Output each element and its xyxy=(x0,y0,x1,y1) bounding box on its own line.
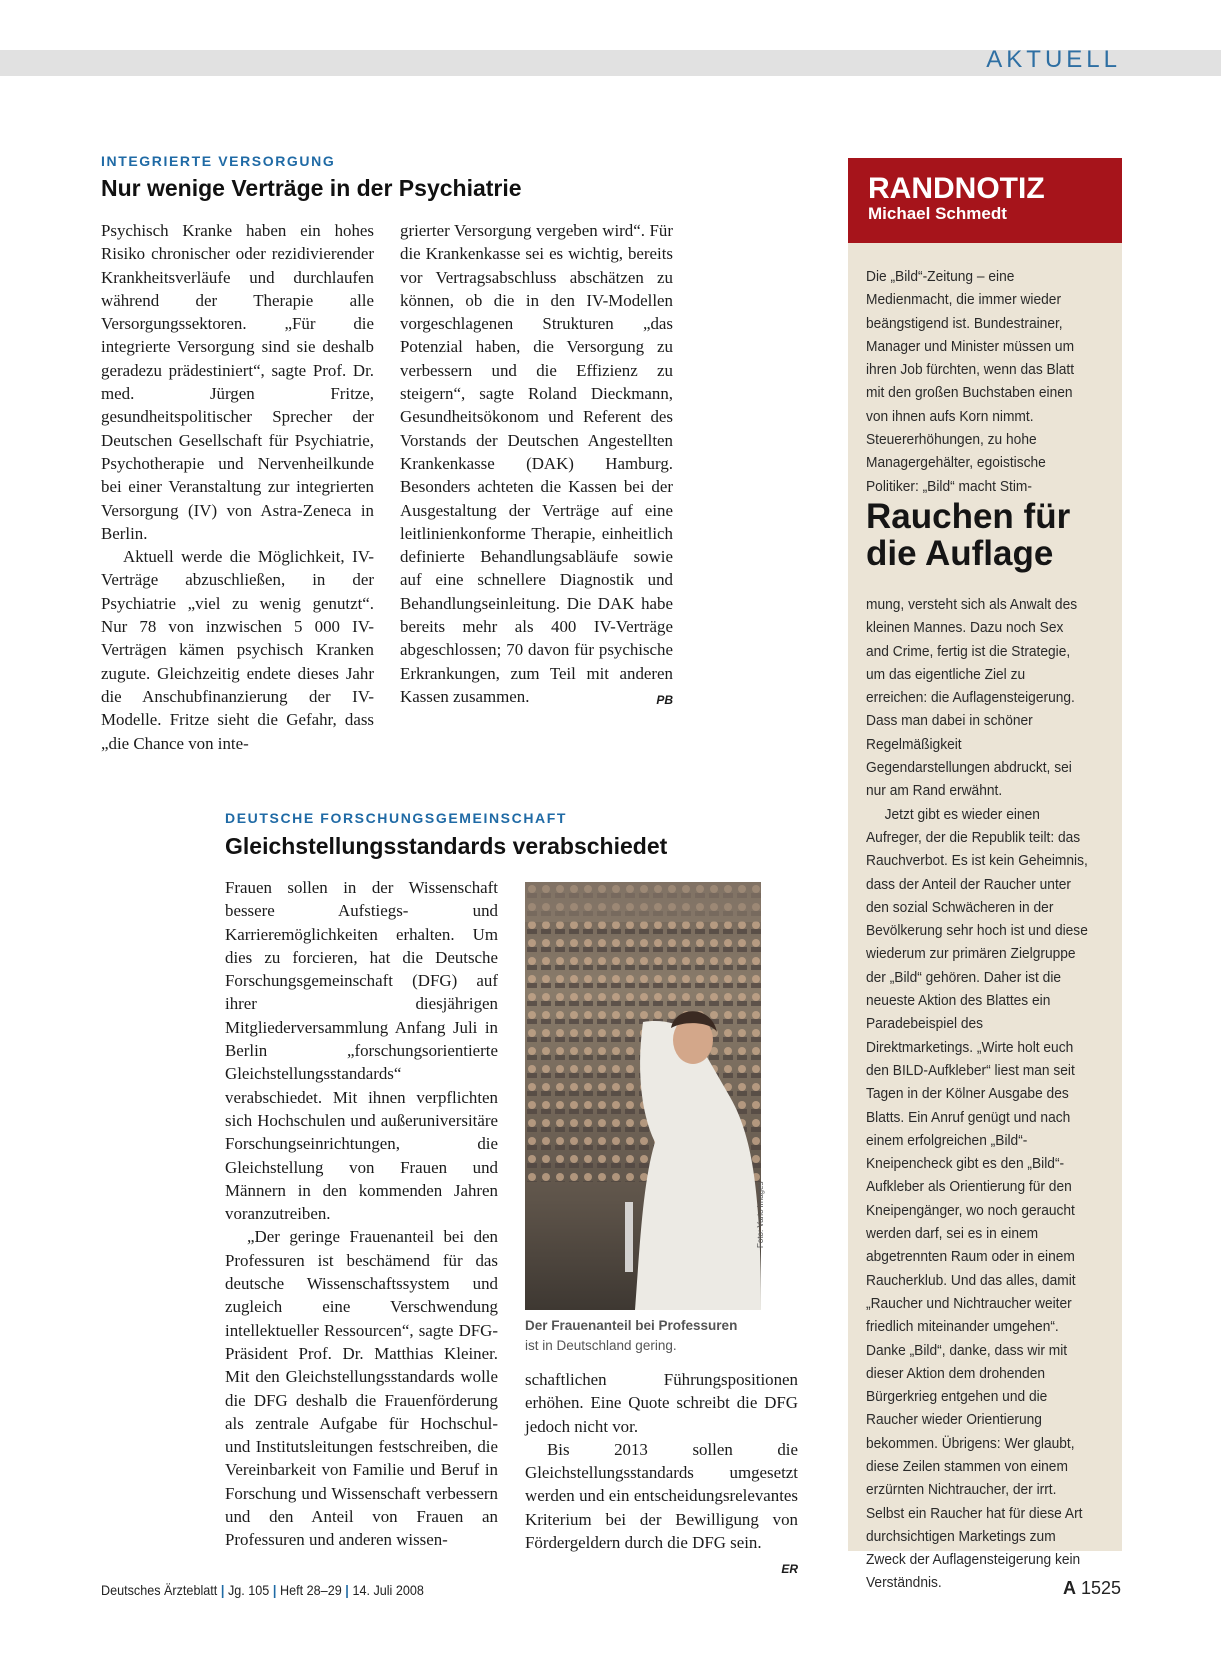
sidebar-body xyxy=(866,594,1089,1596)
article2-signature: ER xyxy=(781,1562,798,1577)
article1-paragraph xyxy=(400,219,673,708)
lecture-hall-photo xyxy=(525,882,761,1310)
article2-paragraph: schaftlichen Führungspositionen erhöhen. Eine Quote schreibt die DFG jedoch nicht vor. xyxy=(525,1370,798,1436)
article2-kicker: DEUTSCHE FORSCHUNGSGEMEINSCHAFT xyxy=(225,810,568,826)
section-label: AKTUELL xyxy=(986,46,1121,73)
page-number xyxy=(1063,1578,1121,1599)
article1-column-2 xyxy=(400,219,673,712)
article1-headline: Nur wenige Verträge in der Psychiatrie xyxy=(101,175,522,201)
article2-paragraph xyxy=(525,1438,798,1577)
article1-signature: PB xyxy=(656,692,673,707)
article1-paragraph-text: grierter Versorgung vergeben wird“. Für die Krankenkasse sei es wichtig, bereits vor Vertragsabschluss abschätzen zu können, ob die in den IV-Modellen vorgeschlagenen Strukturen „das Potenzial haben, die Versorgung zu verbessern und die Effizienz zu steigern“, sagte Roland Dieckmann, Gesundheitsökonom und Referent des Vorstands der Deutschen Angestellten Krankenkasse (DAK) Hamburg. Besonders achteten die Kassen bei der Ausgestaltung der Verträge auf eine leitlinienkonforme Therapie, einheitlich definierte Behandlungsabläufe sowie auf eine schnellere Diagnostik und Behandlungseinleitung. Die DAK habe bereits mehr als 400 IV-Verträge abgeschlossen; 70 davon für psychische Erkrankungen, zum Teil mit anderen Kassen zusammen. xyxy=(400,221,673,706)
footer-journal: Deutsches Ärzteblatt xyxy=(101,1582,218,1598)
article2-paragraph: Frauen sollen in der Wissenschaft bessere Aufstiegs- und Karrieremöglichkeiten erhalten. Um dies zu forcieren, hat die Deutsche Forschungsgemeinschaft (DFG) auf ihrer diesjährigen Mitgliederversammlung Anfang Juli in Berlin „forschungsorientierte Gleichstellungsstandards“ verabschiedet. Mit ihnen verpflichten sich Hochschulen und außeruniversitäre Forschungseinrichtungen, die Gleichstellung von Frauen und Männern in den kommenden Jahren voranzutreiben. xyxy=(225,878,498,1224)
article2-column-2 xyxy=(525,1368,798,1582)
photo-caption xyxy=(525,1316,765,1356)
footer-citation xyxy=(101,1582,424,1598)
lecture-hall-illustration xyxy=(525,882,761,1310)
footer-separator: | xyxy=(220,1582,225,1598)
footer-date: 14. Juli 2008 xyxy=(352,1582,424,1598)
article2-column-1 xyxy=(225,876,498,1552)
sidebar-author: Michael Schmedt xyxy=(868,204,1007,223)
sidebar-intro-text: Die „Bild“-Zeitung – eine Medienmacht, die immer wieder beängstigend ist. Bundestrainer, Manager und Minister müssen um ihren Job fürchten, wenn das Blatt mit den großen Buchstaben einen von ihnen aufs Korn nimmt. Steuererhöhungen, zu hohe Managergehälter, egoistische Politiker: „Bild“ macht Stim- xyxy=(866,269,1075,495)
sidebar-headline: Rauchen für die Auflage xyxy=(866,497,1071,573)
sidebar-title: RANDNOTIZ xyxy=(868,172,1045,205)
caption-text: ist in Deutschland gering. xyxy=(525,1338,677,1353)
article1-paragraph: Aktuell werde die Möglichkeit, IV-Verträge abzuschließen, in der Psychiatrie „viel zu wenig genutzt“. Nur 78 von inzwischen 5 000 IV-Verträgen kämen psychisch Kranken zugute. Gleichzeitig endete dieses Jahr die Anschubfinanzierung der IV-Modelle. Fritze sieht die Gefahr, dass „die Chance von inte- xyxy=(101,547,374,753)
footer-separator: | xyxy=(345,1582,349,1598)
sidebar-header xyxy=(848,158,1122,243)
article1-kicker: INTEGRIERTE VERSORGUNG xyxy=(101,153,336,169)
photo-credit: Foto: Vario images xyxy=(756,1181,765,1248)
article1-column-1 xyxy=(101,219,374,755)
caption-bold: Der Frauenanteil bei Professuren xyxy=(525,1318,738,1333)
page-number-value: 1525 xyxy=(1080,1578,1121,1598)
article2-paragraph: „Der geringe Frauenanteil bei den Professuren ist beschämend für das deutsche Wissenschaftssystem und zugleich eine Verschwendung intellektueller Ressourcen“, sagte DFG-Präsident Prof. Dr. Matthias Kleiner. Mit den Gleichstellungsstandards wolle die DFG deshalb die Frauenförderung als zentrale Aufgabe für Hochschul- und Institutsleitungen festschreiben, die Vereinbarkeit von Familie und Beruf in Forschung und Wissenschaft verbessern und den Anteil von Frauen an Professuren und anderen wissen- xyxy=(225,1227,498,1550)
article2-headline: Gleichstellungsstandards verabschiedet xyxy=(225,833,668,859)
article1-paragraph: Psychisch Kranke haben ein hohes Risiko chronischer oder rezidivierender Krankheitsverläufe und durchlaufen während der Therapie alle Versorgungssektoren. „Für die integrierte Versorgung sind sie deshalb geradezu prädestiniert“, sagte Prof. Dr. med. Jürgen Fritze, gesundheitspolitischer Sprecher der Deutschen Gesellschaft für Psychiatrie, Psychotherapie und Nervenheilkunde bei einer Veranstaltung zur integrierten Versorgung (IV) von Astra-Zeneca in Berlin. xyxy=(101,221,374,543)
article2-paragraph-text: Bis 2013 sollen die Gleichstellungsstandards umgesetzt werden und ein entscheidungsrelevantes Kriterium bei der Bewilligung von Fördergeldern durch die DFG sein. xyxy=(525,1439,798,1553)
footer-separator: | xyxy=(272,1582,277,1598)
sidebar-intro xyxy=(866,266,1089,499)
sidebar-paragraph: mung, versteht sich als Anwalt des kleinen Mannes. Dazu noch Sex and Crime, fertig ist die Strategie, um das eigentliche Ziel zu erreichen: die Auflagensteigerung. Dass man dabei in schöner Regelmäßigkeit Gegendarstellungen abdruckt, sei nur am Rand erwähnt. xyxy=(866,597,1078,800)
footer-volume: Jg. 105 xyxy=(227,1582,270,1598)
sidebar-paragraph: Jetzt gibt es wieder einen Aufreger, der die Republik teilt: das Rauchverbot. Es ist kein Geheimnis, dass der Anteil der Raucher unter den sozial Schwächeren in der Bevölkerung sehr hoch ist und diese wiederum zur primären Zielgruppe der „Bild“ gehören. Daher ist die neueste Aktion des Blattes ein Paradebeispiel des Direktmarketings. „Wirte holt euch den BILD-Aufkleber“ liest man seit Tagen in der Kölner Ausgabe des Blatts. Ein Anruf genügt und nach einem erfolgreichen „Bild“-Kneipencheck gibt es den „Bild“-Aufkleber als Orientierung für den Kneipengänger, wo noch geraucht werden darf, sei es in einem abgetrennten Raum oder in einem Raucherklub. Und das alles, damit „Raucher und Nichtraucher weiter friedlich miteinander umgehen“. Danke „Bild“, danke, dass wir mit dieser Aktion dem drohenden Bürgerkrieg entgehen und die Raucher wieder Orientierung bekommen. Übrigens: Wer glaubt, diese Zeilen stammen von einem erzürnten Nichtraucher, der irrt. Selbst ein Raucher hat für diese Art durchsichtigen Marketings zum Zweck der Auflagensteigerung kein Verständnis. xyxy=(866,806,1088,1592)
footer-issue: Heft 28–29 xyxy=(280,1582,342,1598)
page-prefix: A xyxy=(1062,1578,1076,1598)
